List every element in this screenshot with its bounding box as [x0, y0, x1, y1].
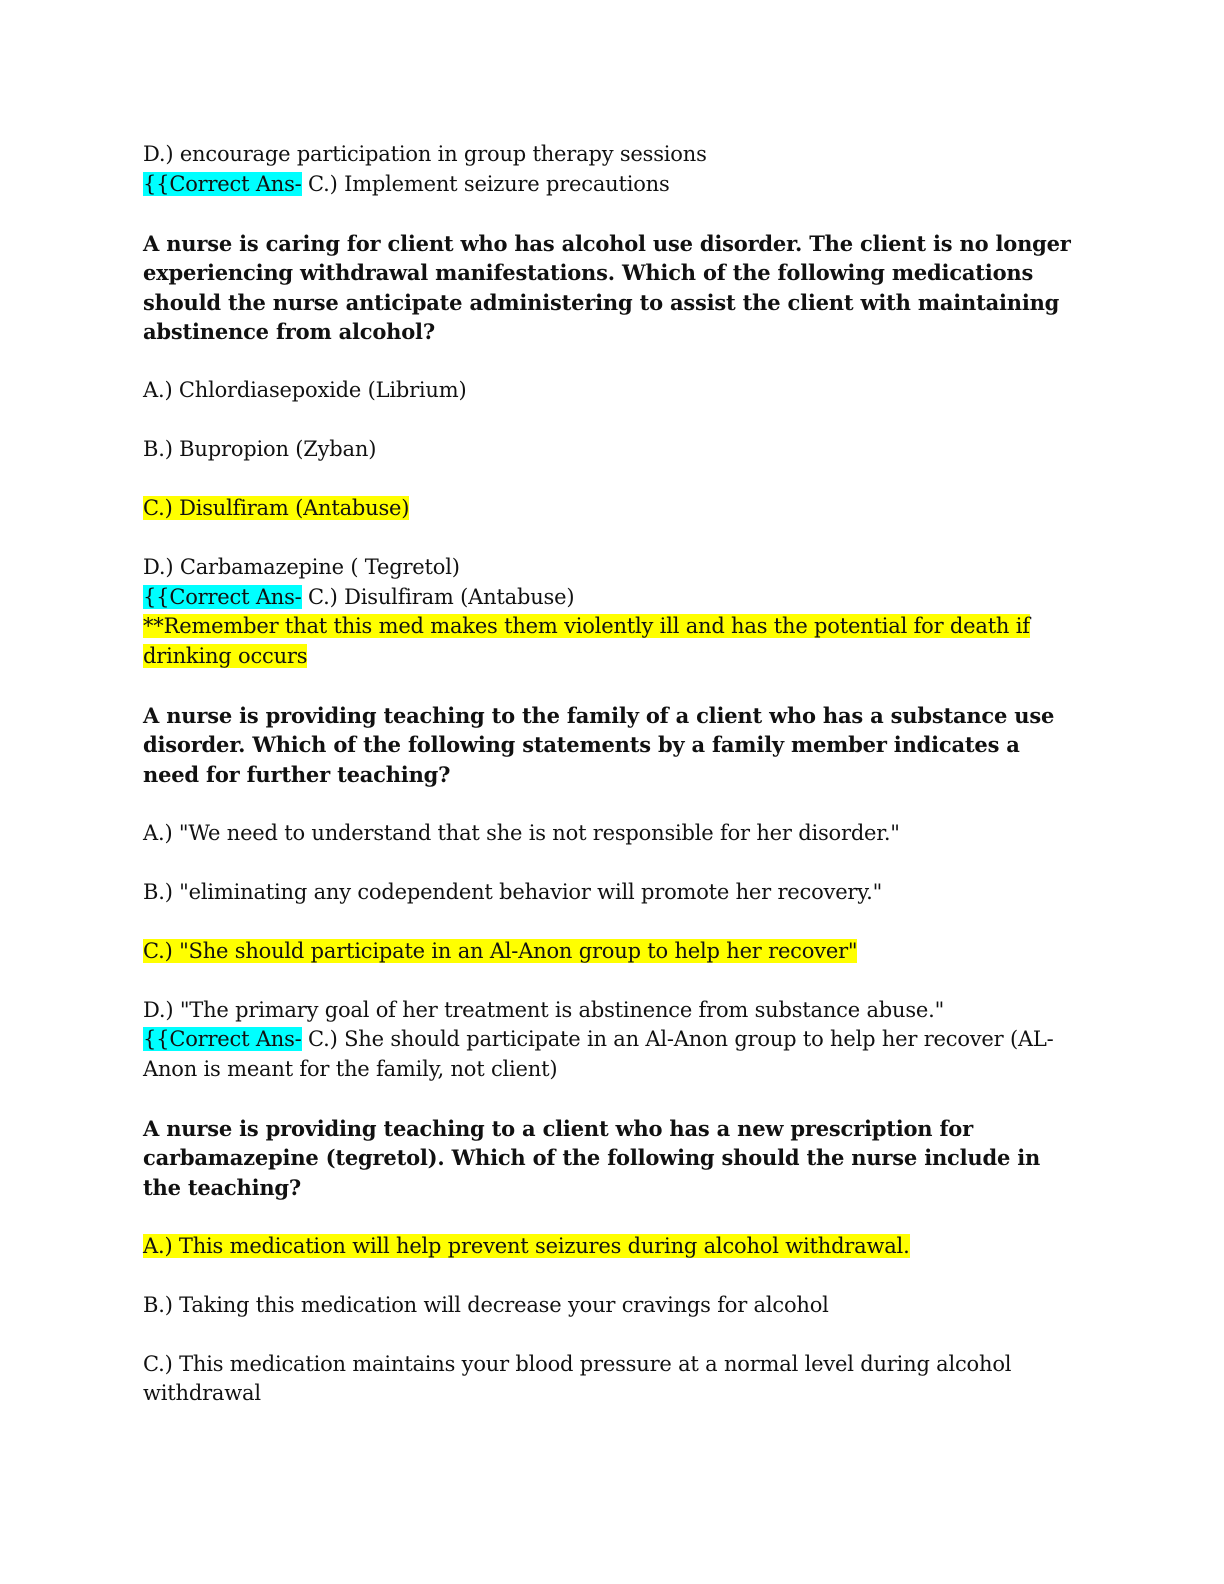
- spacer: [143, 1261, 1073, 1291]
- q1-option-b: B.) Bupropion (Zyban): [143, 437, 377, 461]
- q3-option-a: A.) This medication will help prevent seizures during alcohol withdrawal.: [143, 1233, 910, 1258]
- answer-text: C.) Disulfiram (Antabuse): [301, 584, 575, 609]
- q1-option-c: C.) Disulfiram (Antabuse): [143, 496, 410, 520]
- question-2: A nurse is providing teaching to the family of a client who has a substance use disorder. Which of the following statements by a family member indicates a need for further teaching?: [143, 702, 1055, 787]
- spacer: [143, 1202, 1073, 1232]
- q1-option-a: A.) Chlordiasepoxide (Librium): [143, 378, 467, 402]
- spacer: [143, 406, 1073, 436]
- q3-option-a-line: [143, 1232, 1073, 1262]
- q1-option-c-line: [143, 494, 1073, 524]
- document-page: [143, 140, 1073, 1409]
- q2-answer-line: [143, 1025, 1073, 1084]
- answer-tag: {{Correct Ans-: [143, 171, 302, 196]
- q2-option-a: A.) "We need to understand that she is not responsible for her disorder.": [143, 820, 900, 845]
- q2-option-c-line: [143, 937, 1073, 967]
- question-3: A nurse is providing teaching to a client who has a new prescription for carbamazepine (tegretol). Which of the following should the nurse include in the teaching?: [143, 1115, 1041, 1200]
- question-1: A nurse is caring for client who has alcohol use disorder. The client is no longer experiencing withdrawal manifestations. Which of the following medications should the nurse anticipate administering to assist the client with maintaining abstinence from alcohol?: [143, 230, 1071, 344]
- spacer: [143, 465, 1073, 495]
- spacer: [143, 524, 1073, 554]
- spacer: [143, 199, 1073, 229]
- q2-option-d: D.) "The primary goal of her treatment is abstinence from substance abuse.": [143, 997, 945, 1022]
- answer-text: C.) Implement seizure precautions: [301, 171, 670, 196]
- q2-option-b: B.) "eliminating any codependent behavior will promote her recovery.": [143, 879, 883, 904]
- spacer: [143, 966, 1073, 996]
- prev-option-d: D.) encourage participation in group therapy sessions: [143, 142, 707, 166]
- q1-note-line: [143, 612, 1073, 671]
- answer-tag: {{Correct Ans-: [143, 1027, 302, 1051]
- spacer: [143, 848, 1073, 878]
- spacer: [143, 671, 1073, 701]
- spacer: [143, 907, 1073, 937]
- prev-answer-line: [143, 170, 1073, 200]
- answer-text: C.) She should participate in an Al-Anon group to help her recover (AL-Anon is meant for the family, not client): [143, 1027, 1054, 1081]
- q3-option-c: C.) This medication maintains your blood pressure at a normal level during alcohol withdrawal: [143, 1351, 1012, 1405]
- spacer: [143, 789, 1073, 819]
- spacer: [143, 347, 1073, 377]
- spacer: [143, 1084, 1073, 1114]
- q2-option-c: C.) "She should participate in an Al-Anon group to help her recover": [143, 938, 858, 963]
- q1-option-d: D.) Carbamazepine ( Tegretol): [143, 555, 460, 579]
- q3-option-b: B.) Taking this medication will decrease your cravings for alcohol: [143, 1292, 829, 1317]
- spacer: [143, 1320, 1073, 1350]
- q1-note: **Remember that this med makes them violently ill and has the potential for death if drinking occurs: [143, 614, 1030, 668]
- q1-answer-line: [143, 583, 1073, 613]
- answer-tag: {{Correct Ans-: [143, 584, 302, 609]
